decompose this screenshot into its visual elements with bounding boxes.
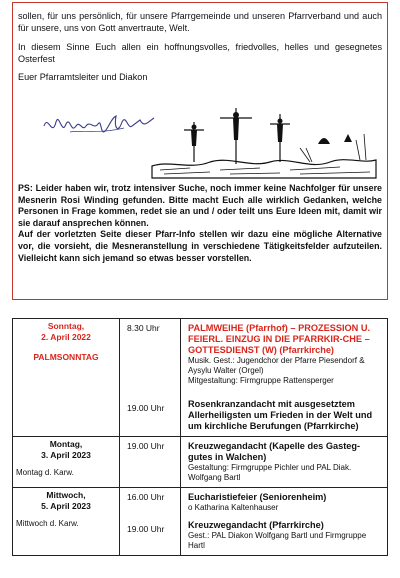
event-cell — [181, 437, 388, 488]
schedule-row — [13, 488, 388, 556]
ps-paragraph-1: PS: Leider haben wir, trotz intensiver Suche, noch immer keine Nachfolger für unsere Mesnerin Rosi Winding gefunden. Bitte macht Euch alle wirklich Gedanken, welche Personen in Frage kommen, redet sie an und / oder teilt uns Eure Ideen mit, damit wir sie darauf ansprechen können. — [18, 183, 382, 228]
time-cell — [120, 319, 181, 437]
day-name: Sonntag, — [47, 321, 85, 331]
event-title: Kreuzwegandacht (Pfarrkirche) — [188, 520, 324, 530]
day-subtitle: Montag d. Karw. — [16, 468, 74, 478]
time-slot: 16.00 Uhr — [127, 492, 165, 502]
event-entry — [184, 397, 384, 434]
service-schedule-table — [12, 318, 388, 556]
day-cell — [13, 437, 120, 488]
event-detail: Gestaltung: Firmgruppe Pichler und PAL Diak. Wolfgang Bartl — [188, 463, 352, 482]
event-detail: Mitgestaltung: Firmgruppe Rattensperger — [188, 376, 334, 385]
day-subtitle: PALMSONNTAG — [33, 352, 99, 363]
day-subtitle: Mittwoch d. Karw. — [16, 519, 79, 529]
event-title: PALMWEIHE (Pfarrhof) – PROZESSION U. FEIERL. EINZUG IN DIE PFARRKIR-CHE – GOTTESDIENST (W) (Pfarrkirche) — [188, 323, 371, 355]
day-name: Montag, — [49, 439, 83, 449]
time-slot: 19.00 Uhr — [127, 403, 165, 413]
easter-scene-illustration — [150, 104, 378, 182]
schedule-row — [13, 319, 388, 437]
ps-paragraph-2: Auf der vorletzten Seite dieser Pfarr-Info stellen wir dazu eine mögliche Alternative vor, die vorsieht, die Mesneranstellung in verschiedene Tätigkeitsfelder aufzuteilen. Vielleicht kann sich jemand so etwas besser vorstellen. — [18, 229, 382, 263]
signature-image — [40, 108, 160, 148]
event-entry — [184, 518, 384, 553]
event-entry — [184, 321, 384, 397]
event-title: Kreuzwegandacht (Kapelle des Gasteg-gutes in Walchen) — [188, 441, 361, 462]
day-cell — [13, 319, 120, 437]
event-detail: o Katharina Kaltenhauser — [188, 503, 279, 512]
time-slot: 8.30 Uhr — [127, 323, 160, 333]
time-slot: 19.00 Uhr — [127, 441, 165, 451]
day-date: 2. April 2022 — [41, 331, 91, 342]
event-cell — [181, 319, 388, 437]
event-detail: Musik. Gest.: Jugendchor der Pfarre Piesendorf & Aysylu Walter (Orgel) — [188, 356, 365, 375]
schedule-row — [13, 437, 388, 488]
event-title: Eucharistiefeier (Seniorenheim) — [188, 492, 327, 502]
greeting-paragraph: In diesem Sinne Euch allen ein hoffnungsvolles, friedvolles, helles und gesegnetes Osterfest — [18, 41, 382, 64]
day-name: Mittwoch, — [46, 490, 86, 500]
day-cell — [13, 488, 120, 556]
postscript — [18, 183, 382, 264]
day-date: 5. April 2023 — [41, 500, 91, 511]
sender-line: Euer Pfarramtsleiter und Diakon — [18, 72, 148, 83]
letter-body — [18, 10, 382, 89]
event-cell — [181, 488, 388, 556]
day-date: 3. April 2023 — [41, 449, 91, 460]
time-slot: 19.00 Uhr — [127, 524, 165, 534]
event-detail: Gest.: PAL Diakon Wolfgang Bartl und Firmgruppe Hartl — [188, 531, 367, 550]
event-entry — [184, 439, 384, 485]
intro-paragraph: sollen, für uns persönlich, für unsere Pfarrgemeinde und unseren Pfarrverband und auch für unsere, uns von Gott anvertraute, Welt. — [18, 11, 382, 34]
time-cell — [120, 437, 181, 488]
event-title: Rosenkranzandacht mit ausgesetztem Allerheiligsten um Frieden in der Welt und um kirchliche Berufungen (Pfarrkirche) — [188, 399, 373, 431]
event-entry — [184, 490, 384, 518]
time-cell — [120, 488, 181, 556]
